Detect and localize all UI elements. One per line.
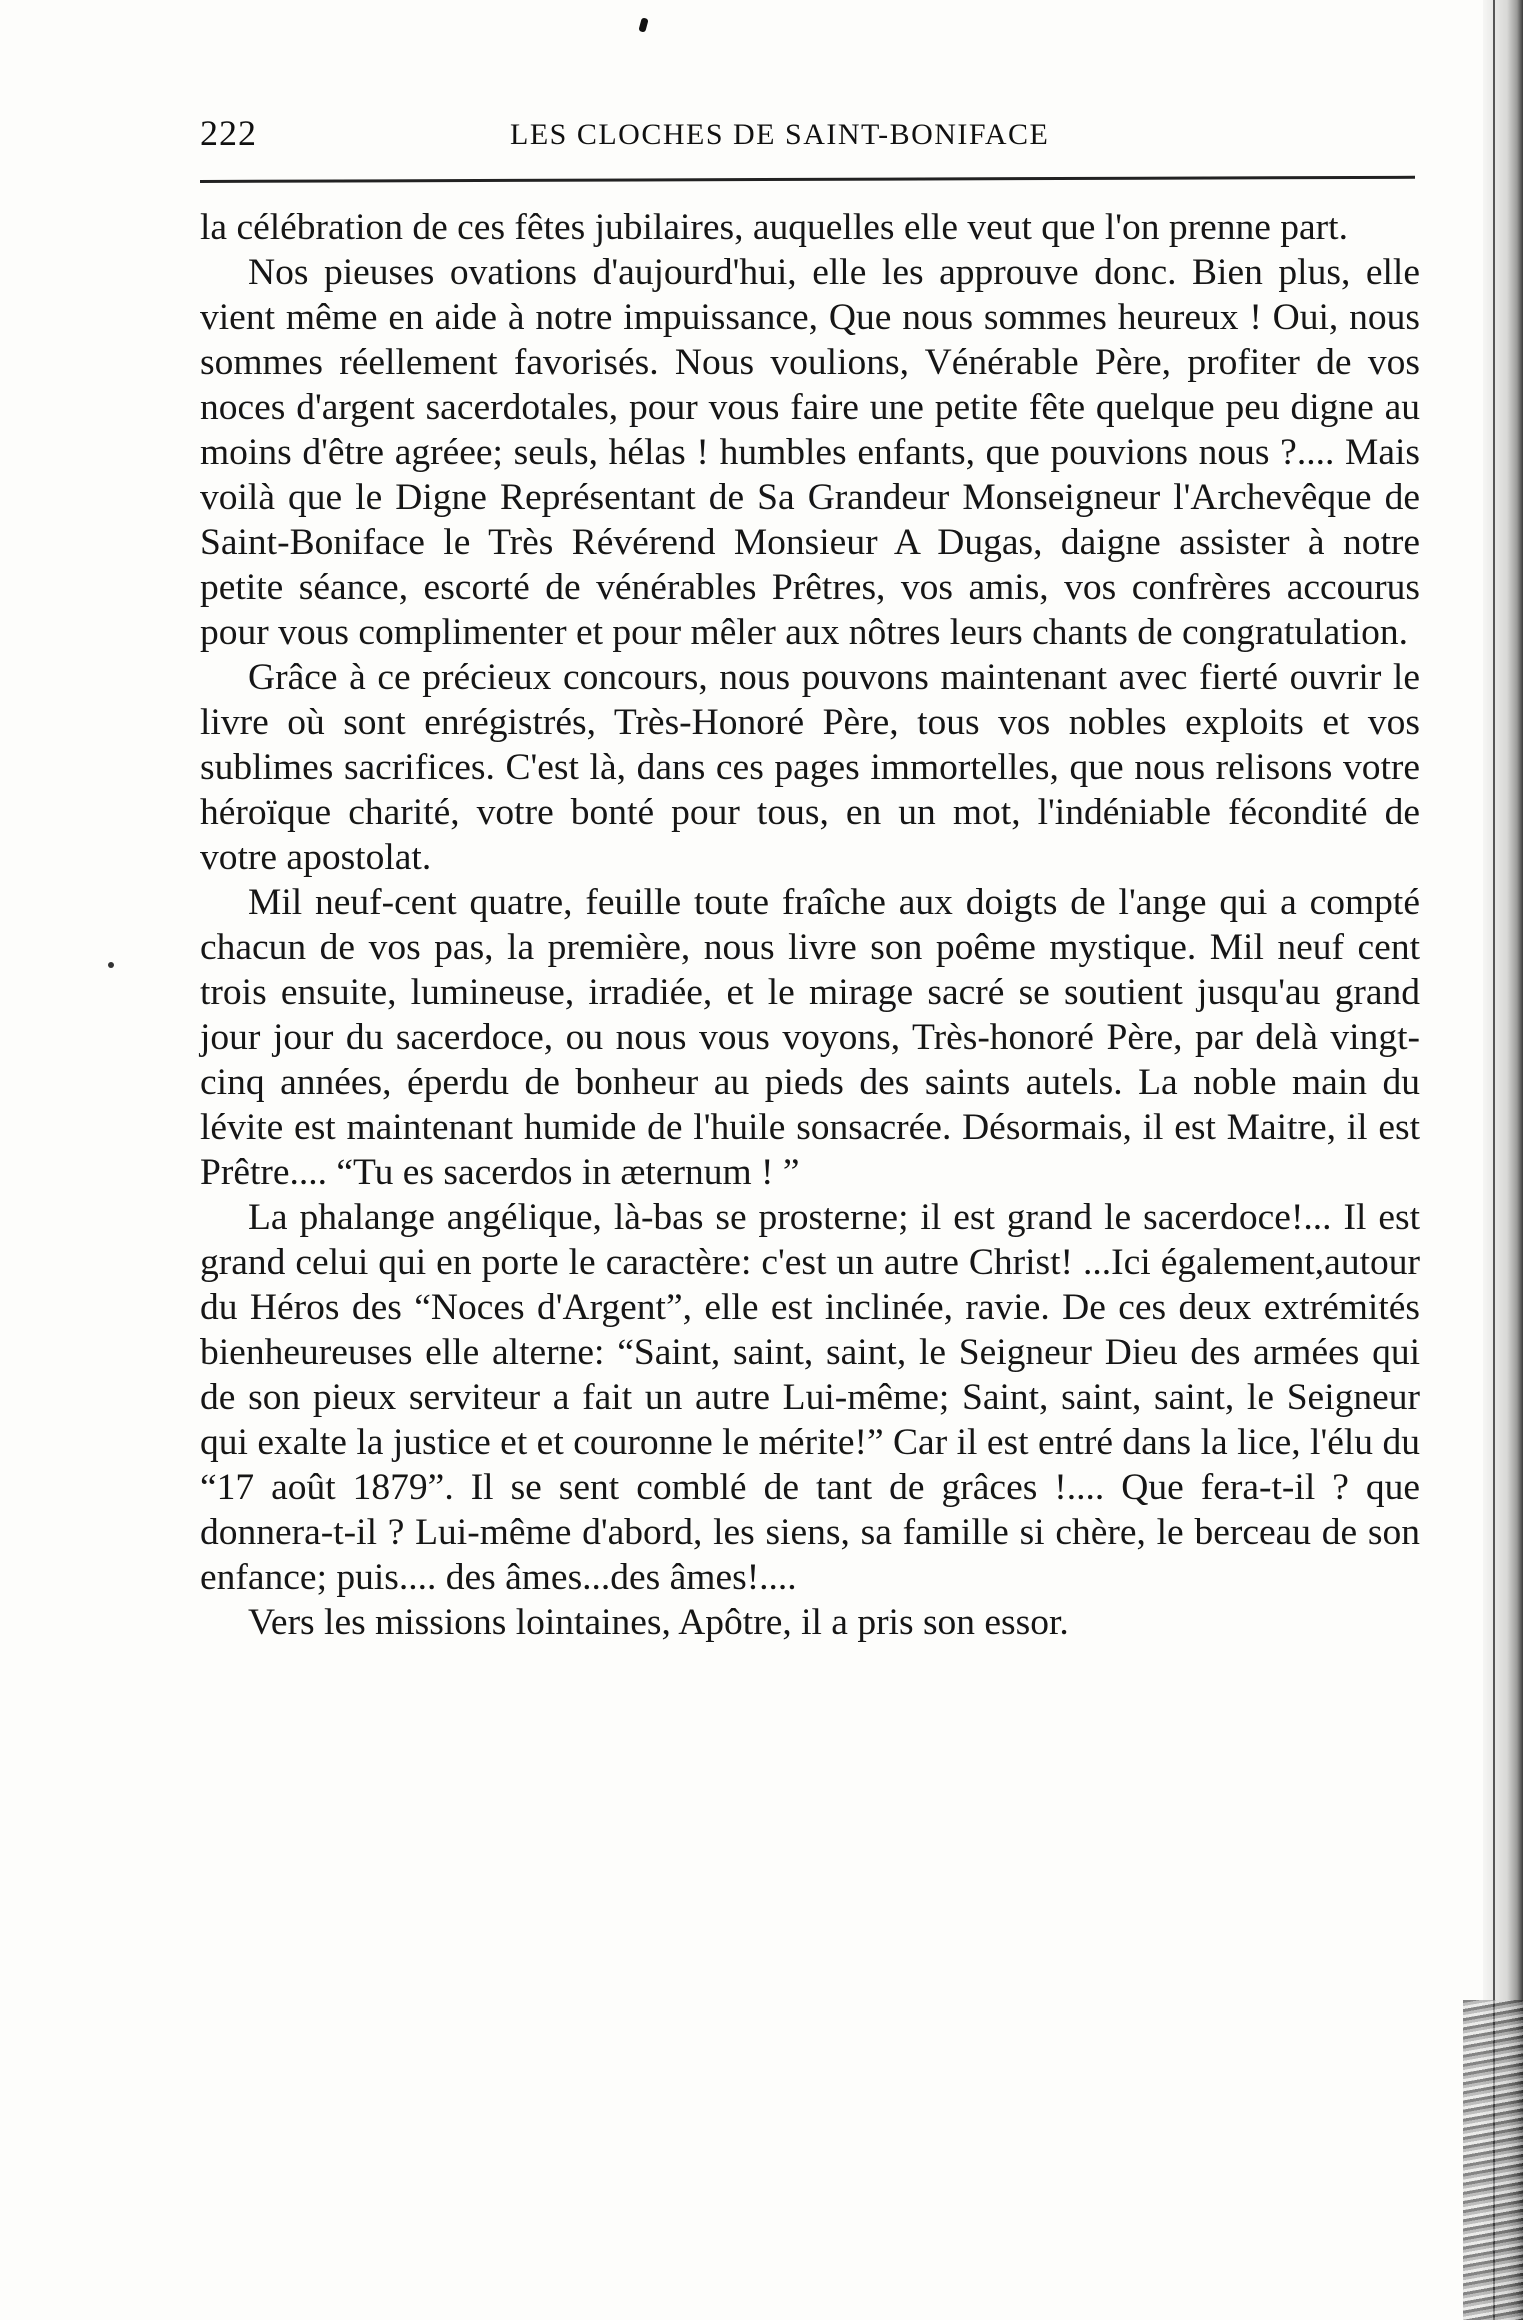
page-edge-shadow [1483,0,1523,2320]
paragraph: Nos pieuses ovations d'aujourd'hui, elle les approuve donc. Bien plus, elle vient même en aide à notre impuissance, Que nous sommes heureux ! Oui, nous sommes réellement favorisés. Nous voulions, Vénérable Père, profiter de vos noces d'argent sacerdotales, pour vous faire une petite fête quelque peu digne au moins d'être agréee; seuls, hélas ! humbles enfants, que pouvions nous ?.... Mais voilà que le Digne Représentant de Sa Grandeur Monseigneur l'Archevêque de Saint-Boniface le Très Révérend Monsieur A Dugas, daigne assister à notre petite séance, escorté de vénérables Prêtres, vos amis, vos confrères accourus pour vous complimenter et pour mêler aux nôtres leurs chants de congratulation. [200,252,1420,653]
running-title: LES CLOCHES DE SAINT-BONIFACE [510,118,1050,151]
page-number: 222 [200,113,257,153]
margin-speck [108,962,114,968]
paragraph: Vers les missions lointaines, Apôtre, il a pris son essor. [248,1602,1069,1643]
paragraph: Mil neuf-cent quatre, feuille toute fraîche aux doigts de l'ange qui a compté chacun de vos pas, la première, nous livre son poême mystique. Mil neuf cent trois ensuite, lumineuse, irradiée, et le mirage sacré se soutient jusqu'au grand jour jour du sacerdoce, ou nous vous voyons, Très-honoré Père, par delà vingt-cinq années, éperdu de bonheur au pieds des saints autels. La noble main du lévite est maintenant humide de l'huile sonsacrée. Désormais, il est Maitre, il est Prêtre.... “Tu es sacerdos in æternum ! ” [200,882,1420,1193]
header-rule [200,176,1415,183]
ink-speck [638,17,648,32]
page-header [200,112,1415,162]
paragraph: Grâce à ce précieux concours, nous pouvons maintenant avec fierté ouvrir le livre où sont enrégistrés, Très-Honoré Père, tous vos nobles exploits et vos sublimes sacrifices. C'est là, dans ces pages immortelles, que nous relisons votre héroïque charité, votre bonté pour tous, en un mot, l'indéniable fécondité de votre apostolat. [200,657,1420,878]
page-edge-line [1493,0,1495,2320]
paragraph: la célébration de ces fêtes jubilaires, auquelles elle veut que l'on prenne part. [200,207,1348,248]
paragraph: La phalange angélique, là-bas se prosterne; il est grand le sacerdoce!... Il est grand celui qui en porte le caractère: c'est un autre Christ! ...Ici également,autour du Héros des “Noces d'Argent”, elle est inclinée, ravie. De ces deux extrémités bienheureuses elle alterne: “Saint, saint, saint, le Seigneur Dieu des armées qui de son pieux serviteur a fait un autre Lui-même; Saint, saint, saint, le Seigneur qui exalte la justice et et couronne le mérite!” Car il est entré dans la lice, l'élu du “17 août 1879”. Il se sent comblé de tant de grâces !.... Que fera-t-il ? que donnera-t-il ? Lui-même d'abord, les siens, sa famille si chère, le berceau de son enfance; puis.... des âmes...des âmes!.... [200,1197,1420,1598]
page-edge-fray [1463,2000,1523,2320]
body-text [200,205,1420,1645]
